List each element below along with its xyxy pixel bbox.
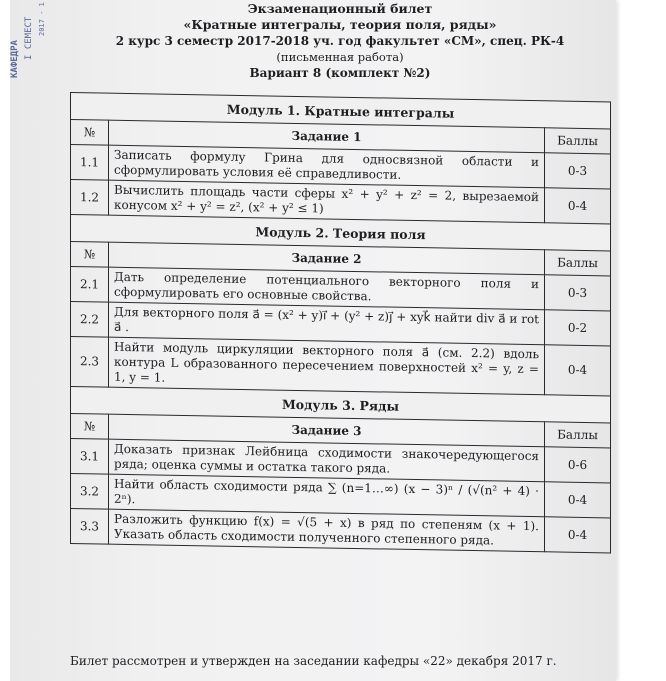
task-num: 1.2 bbox=[71, 180, 109, 216]
task-text: Вычислить площадь части сферы x² + y² + z² = 2, вырезаемой конусом x² + y² = z², (x² + y² ≤ 1) bbox=[109, 180, 545, 223]
task-num: 3.2 bbox=[71, 474, 109, 510]
task-text: Дать определение потенциального векторного поля и сформулировать его основные свойства. bbox=[109, 267, 545, 310]
column-num: № bbox=[71, 414, 109, 440]
module-title: Модуль 1. Кратные интегралы bbox=[71, 93, 611, 129]
task-points: 0-4 bbox=[545, 188, 611, 224]
column-num: № bbox=[71, 242, 109, 268]
task-points: 0-4 bbox=[545, 482, 611, 518]
ticket-form: (письменная работа) bbox=[276, 50, 404, 64]
task-num: 3.1 bbox=[71, 439, 109, 475]
column-points: Баллы bbox=[545, 250, 611, 276]
task-text: Доказать признак Лейбница сходимости знакочередующегося ряда; оценка суммы и остатка такого ряда. bbox=[109, 439, 545, 482]
ticket-header bbox=[70, 1, 610, 81]
column-points: Баллы bbox=[545, 128, 611, 154]
module-title: Модуль 3. Ряды bbox=[71, 387, 611, 423]
tasks-table bbox=[70, 92, 611, 553]
stamp-line-1: КАФЕДРА bbox=[10, 40, 20, 78]
ticket-title: Экзаменационный билет bbox=[247, 1, 433, 16]
task-header: Задание 2 bbox=[109, 242, 545, 275]
task-num: 2.2 bbox=[71, 302, 109, 338]
task-num: 2.1 bbox=[71, 267, 109, 303]
column-num: № bbox=[71, 120, 109, 146]
exam-ticket-sheet bbox=[10, 0, 616, 681]
task-num: 1.1 bbox=[71, 145, 109, 181]
task-text: Для векторного поля a⃗ = (x² + y)i⃗ + (y² + z)j⃗ + xyk⃗ найти div a⃗ и rot a⃗ . bbox=[109, 302, 545, 345]
task-text: Найти модуль циркуляции векторного поля a⃗ (см. 2.2) вдоль контура L образованного пересечением поверхностей x² = y, z = 1, y = 1. bbox=[109, 337, 545, 395]
task-header: Задание 3 bbox=[109, 414, 545, 447]
module-title: Модуль 2. Теория поля bbox=[71, 215, 611, 251]
stamp-line-2: I СЕМЕСТ bbox=[24, 16, 34, 60]
ticket-subject: «Кратные интегралы, теория поля, ряды» bbox=[183, 17, 497, 32]
task-points: 0-6 bbox=[545, 447, 611, 483]
task-num: 3.3 bbox=[71, 509, 109, 545]
task-points: 0-2 bbox=[545, 310, 611, 346]
ticket-course: 2 курс 3 семестр 2017-2018 уч. год факультет «СМ», спец. РК-4 bbox=[115, 34, 565, 48]
task-points: 0-3 bbox=[545, 153, 611, 189]
task-text: Разложить функцию f(x) = √(5 + x) в ряд по степеням (x + 1). Указать область сходимости полученного степенного ряда. bbox=[109, 509, 545, 552]
task-points: 0-4 bbox=[545, 345, 611, 396]
task-text: Записать формулу Грина для односвязной области и сформулировать условия её справедливости. bbox=[109, 145, 545, 188]
task-header: Задание 1 bbox=[109, 120, 545, 153]
stamp-line-3: 2017 - 1 bbox=[38, 2, 46, 36]
column-points: Баллы bbox=[545, 422, 611, 448]
approval-note: Билет рассмотрен и утвержден на заседании кафедры «22» декабря 2017 г. bbox=[70, 654, 557, 668]
department-stamp bbox=[10, 0, 64, 80]
ticket-variant: Вариант 8 (комплект №2) bbox=[249, 66, 431, 80]
task-num: 2.3 bbox=[71, 337, 109, 388]
task-points: 0-3 bbox=[545, 275, 611, 311]
task-points: 0-4 bbox=[545, 517, 611, 553]
task-text: Найти область сходимости ряда ∑ (n=1…∞) (x − 3)ⁿ / (√(n² + 4) · 2ⁿ). bbox=[109, 474, 545, 517]
